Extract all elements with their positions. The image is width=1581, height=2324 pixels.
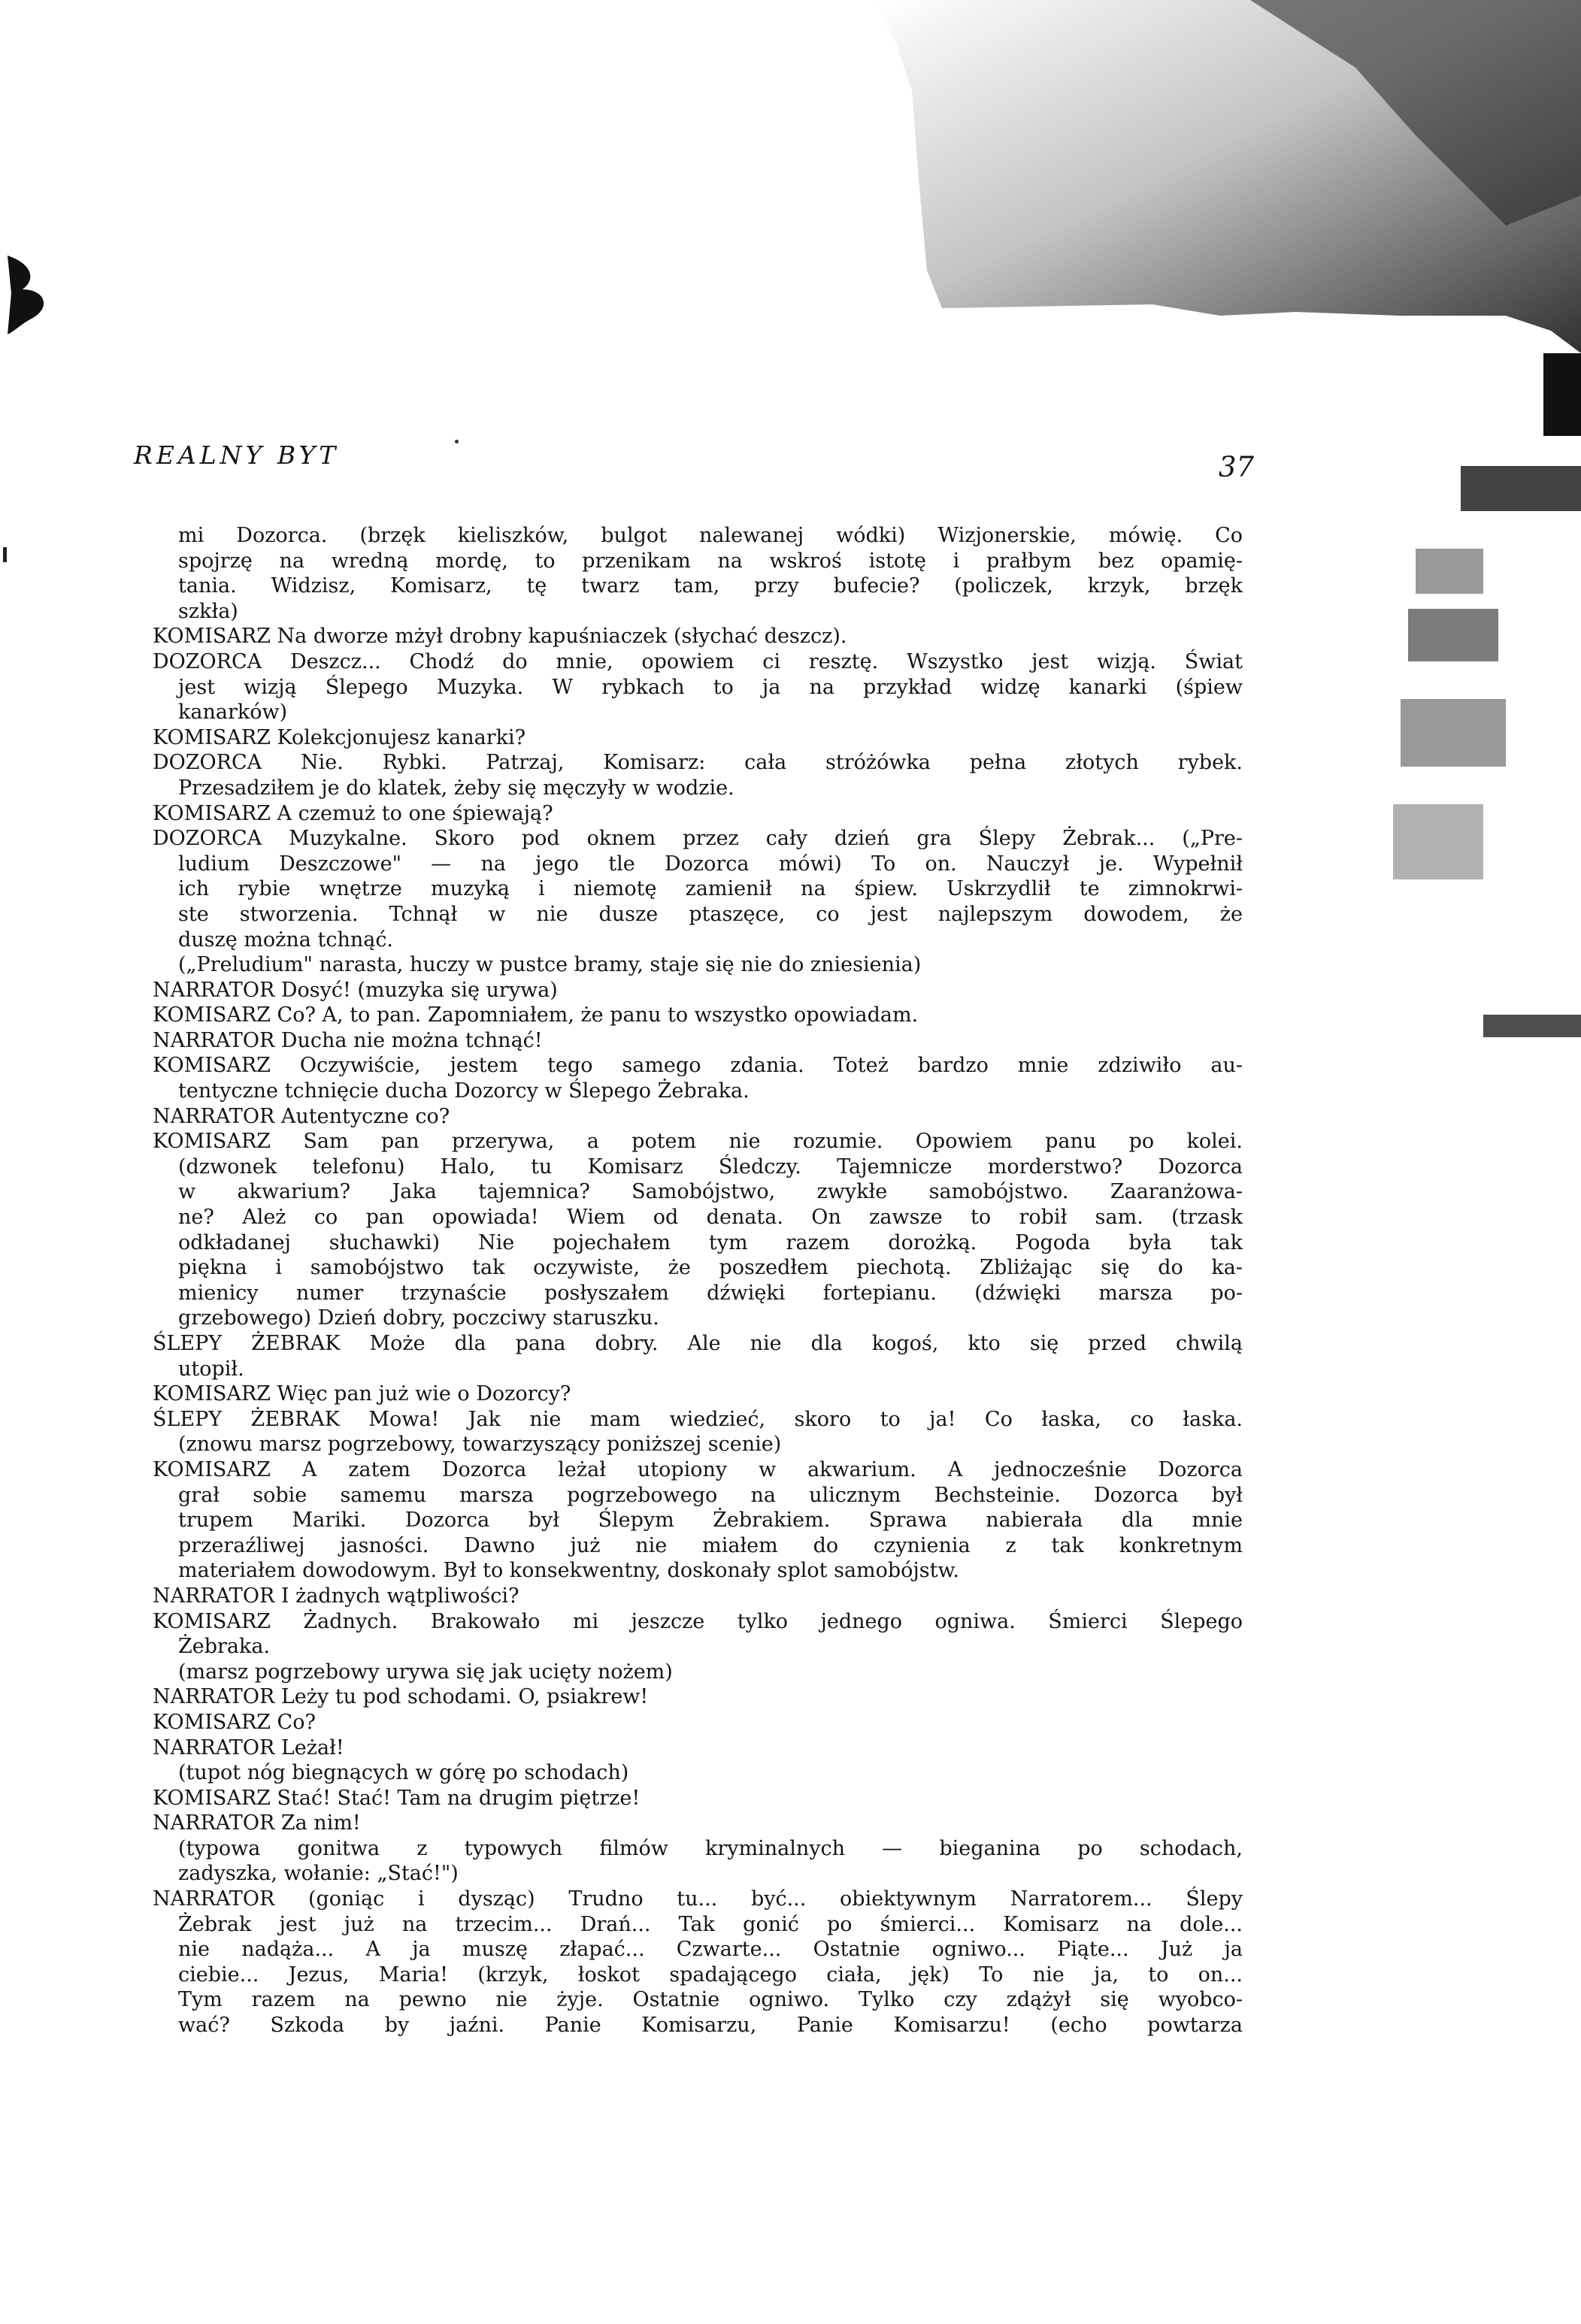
running-title: REALNY BYT	[134, 440, 340, 470]
text-line: spojrzę na wredną mordę, to przenikam na wskroś istotę i prałbym bez opamię-	[178, 549, 1243, 573]
text-line: KOMISARZ A zatem Dozorca leżał utopiony w akwarium. A jednocześnie Dozorca	[153, 1457, 1243, 1481]
text-line: ne? Ależ co pan opowiada! Wiem od denata. On zawsze to robił sam. (trzask	[178, 1206, 1243, 1230]
text-line: NARRATOR Za nim!	[153, 1811, 361, 1835]
text-line: ludium Deszczowe" — na jego tle Dozorca mówi) To on. Nauczył je. Wypełnił	[178, 852, 1243, 876]
text-line: KOMISARZ Co? A, to pan. Zapomniałem, że panu to wszystko opowiadam.	[153, 1003, 919, 1027]
text-line: NARRATOR I żadnych wątpliwości?	[153, 1584, 519, 1608]
text-line: ich rybie wnętrze muzyką i niemotę zamienił na śpiew. Uskrzydlił te zimnokrwi-	[178, 877, 1243, 901]
text-line: wać? Szkoda by jaźni. Panie Komisarzu, Panie Komisarzu! (echo powtarza	[178, 2014, 1243, 2038]
text-line: („Preludium" narasta, huczy w pustce bramy, staje się nie do zniesienia)	[178, 953, 922, 977]
text-line: ciebie... Jezus, Maria! (krzyk, łoskot spadającego ciała, jęk) To nie ja, to on...	[178, 1962, 1243, 1987]
text-line: ste stworzenia. Tchnął w nie dusze ptaszęce, co jest najlepszym dowodem, że	[178, 902, 1243, 926]
text-line: ŚLEPY ŻEBRAK Może dla pana dobry. Ale nie dla kogoś, kto się przed chwilą	[153, 1332, 1243, 1355]
text-line: (dzwonek telefonu) Halo, tu Komisarz Śledczy. Tajemnicze morderstwo? Dozorca	[178, 1154, 1243, 1179]
text-line: KOMISARZ Więc pan już wie o Dozorcy?	[153, 1382, 571, 1406]
text-line: KOMISARZ Oczywiście, jestem tego samego zdania. Toteż bardzo mnie zdziwiło au-	[153, 1054, 1243, 1078]
text-line: jest wizją Ślepego Muzyka. W rybkach to ja na przykład widzę kanarki (śpiew	[178, 675, 1243, 699]
text-line: Żebraka.	[178, 1635, 271, 1659]
text-line: grzebowego) Dzień dobry, poczciwy staruszku.	[178, 1306, 659, 1330]
text-line: mi Dozorca. (brzęk kieliszków, bulgot nalewanej wódki) Wizjonerskie, mówię. Co	[178, 524, 1243, 547]
text-line: trupem Mariki. Dozorca był Ślepym Żebrakiem. Sprawa nabierała dla mnie	[178, 1508, 1243, 1533]
page-header	[134, 440, 1254, 486]
text-line: KOMISARZ Kolekcjonujesz kanarki?	[153, 725, 526, 749]
text-line: KOMISARZ Stać! Stać! Tam na drugim piętrze!	[153, 1786, 641, 1810]
text-line: utopił.	[178, 1357, 244, 1381]
text-line: DOZORCA Muzykalne. Skoro pod oknem przez cały dzień gra Ślepy Żebrak... („Pre-	[153, 827, 1243, 851]
text-line: tentyczne tchnięcie ducha Dozorcy w Ślepego Żebraka.	[178, 1079, 750, 1103]
text-line: grał sobie samemu marsza pogrzebowego na ulicznym Bechsteinie. Dozorca był	[178, 1483, 1243, 1507]
play-text	[153, 523, 1243, 2038]
text-line: zadyszka, wołanie: „Stać!")	[178, 1862, 459, 1886]
text-line: piękna i samobójstwo tak oczywiste, że poszedłem piechotą. Zbliżając się do ka-	[178, 1256, 1243, 1280]
text-line: KOMISARZ Na dworze mżył drobny kapuśniaczek (słychać deszcz).	[153, 625, 847, 649]
text-line: KOMISARZ Sam pan przerywa, a potem nie rozumie. Opowiem panu po kolei.	[153, 1130, 1243, 1154]
text-line: NARRATOR Leży tu pod schodami. O, psiakrew!	[153, 1685, 649, 1709]
text-line: NARRATOR Leżał!	[153, 1735, 344, 1760]
scan-artifact	[829, 0, 1581, 353]
text-line: ŚLEPY ŻEBRAK Mowa! Jak nie mam wiedzieć, skoro to ja! Co łaska, co łaska.	[153, 1407, 1243, 1431]
text-line: kanarków)	[178, 701, 288, 725]
text-line: KOMISARZ A czemuż to one śpiewają?	[153, 801, 553, 825]
text-line: NARRATOR Autentyczne co?	[153, 1104, 450, 1128]
scan-mark	[3, 547, 7, 562]
text-line: nie nadąża... A ja muszę złapać... Czwarte... Ostatnie ogniwo... Piąte... Już ja	[178, 1938, 1243, 1962]
page-number: 37	[1218, 451, 1254, 483]
text-line: DOZORCA Deszcz... Chodź do mnie, opowiem ci resztę. Wszystko jest wizją. Świat	[153, 649, 1243, 673]
text-line: KOMISARZ Co?	[153, 1710, 316, 1734]
text-line: materiałem dowodowym. Był to konsekwentny, doskonały splot samobójstw.	[178, 1559, 959, 1583]
text-line: NARRATOR (goniąc i dysząc) Trudno tu... być... obiektywnym Narratorem... Ślepy	[153, 1887, 1243, 1911]
text-line: Żebrak jest już na trzecim... Drań... Tak gonić po śmierci... Komisarz na dole...	[178, 1912, 1243, 1936]
text-line: (znowu marsz pogrzebowy, towarzyszący poniższej scenie)	[178, 1433, 782, 1457]
text-line: KOMISARZ Żadnych. Brakowało mi jeszcze tylko jednego ogniwa. Śmierci Ślepego	[153, 1609, 1243, 1633]
text-line: NARRATOR Dosyć! (muzyka się urywa)	[153, 978, 558, 1002]
text-line: przeraźliwej jasności. Dawno już nie miałem do czynienia z tak konkretnym	[178, 1533, 1243, 1557]
text-line: NARRATOR Ducha nie można tchnąć!	[153, 1028, 543, 1052]
text-line: Tym razem na pewno nie żyje. Ostatnie ogniwo. Tylko czy zdążył się wyobco-	[178, 1988, 1243, 2012]
margin-artifact	[0, 248, 68, 338]
text-line: mienicy numer trzynaście posłyszałem dźwięki fortepianu. (dźwięki marsza po-	[178, 1281, 1243, 1305]
text-line: tania. Widzisz, Komisarz, tę twarz tam, przy bufecie? (policzek, krzyk, brzęk	[178, 574, 1243, 598]
text-line: odkładanej słuchawki) Nie pojechałem tym razem dorożką. Pogoda była tak	[178, 1230, 1243, 1254]
text-line: w akwarium? Jaka tajemnica? Samobójstwo, zwykłe samobójstwo. Zaaranżowa-	[178, 1180, 1243, 1204]
text-line: DOZORCA Nie. Rybki. Patrzaj, Komisarz: cała stróżówka pełna złotych rybek.	[153, 751, 1243, 775]
scan-edge-artifact	[1393, 353, 1581, 1067]
text-line: Przesadziłem je do klatek, żeby się męczyły w wodzie.	[178, 776, 734, 800]
text-line: duszę można tchnąć.	[178, 927, 394, 952]
text-line: szkła)	[178, 599, 238, 623]
text-line: (marsz pogrzebowy urywa się jak ucięty nożem)	[178, 1660, 673, 1684]
text-line: (tupot nóg biegnących w górę po schodach)	[178, 1761, 629, 1785]
text-line: (typowa gonitwa z typowych filmów kryminalnych — bieganina po schodach,	[178, 1836, 1243, 1860]
